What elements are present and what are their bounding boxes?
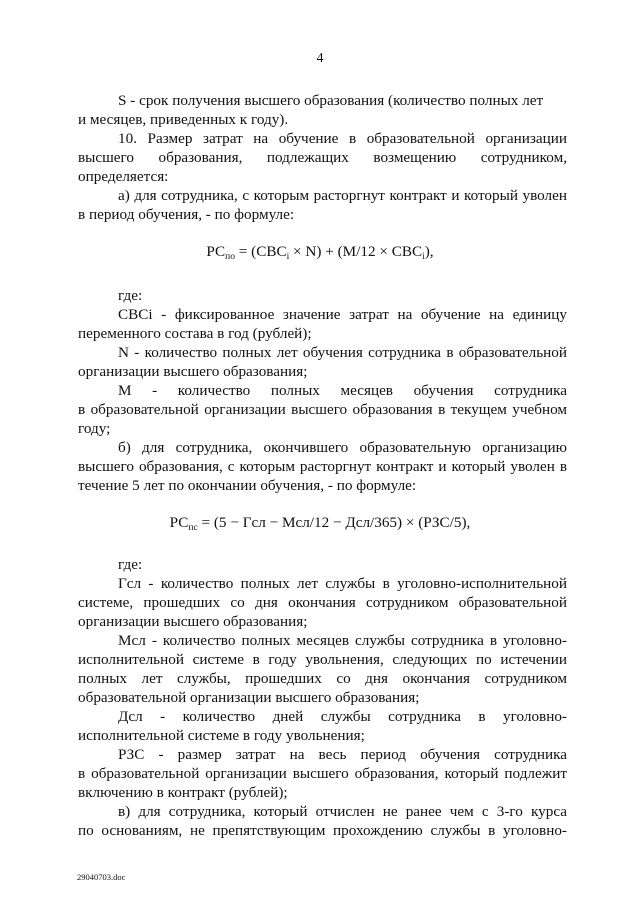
- text-line: полных лет службы, прошедших со дня окончания сотрудником: [78, 670, 567, 687]
- text-line: N - количество полных лет обучения сотрудника в образовательной: [118, 344, 567, 361]
- text-line: высшего образования, подлежащих возмещению сотрудником,: [78, 149, 567, 166]
- text-line: течение 5 лет по окончании обучения, - по формуле:: [78, 477, 417, 494]
- text-line: 10. Размер затрат на обучение в образовательной организации: [118, 130, 567, 147]
- text-line: системе, прошедших со дня окончания сотрудником образовательной: [78, 594, 567, 611]
- text-line: включению в контракт (рублей);: [78, 784, 288, 801]
- text-line: в) для сотрудника, который отчислен не ранее чем с 3-го курса: [118, 803, 567, 820]
- text-line: М - количество полных месяцев обучения сотрудника: [118, 382, 567, 399]
- text-line: РЗС - размер затрат на весь период обучения сотрудника: [118, 746, 567, 763]
- text-line: Гсл - количество полных лет службы в уголовно-исполнительной: [118, 575, 567, 592]
- text-line: СВСi - фиксированное значение затрат на обучение на единицу: [118, 306, 567, 323]
- text-line: Мсл - количество полных месяцев службы сотрудника в уголовно-: [118, 632, 567, 649]
- formula-rc-ps: $РС_{пс} = (5$ − Гсл − Мсл/12 − Дсл/365) × (РЗС/5),: [169, 514, 471, 533]
- text-line: определяется:: [78, 168, 169, 185]
- text-line: организации высшего образования;: [78, 613, 308, 630]
- text-line: в период обучения, - по формуле:: [78, 206, 295, 223]
- text-line: где:: [118, 556, 143, 573]
- text-line: а) для сотрудника, с которым расторгнут контракт и который уволен: [118, 187, 567, 204]
- text-line: в образовательной организации высшего образования, который подлежит: [78, 765, 567, 782]
- text-line: переменного состава в год (рублей);: [78, 325, 312, 342]
- text-line: и месяцев, приведенных к году).: [78, 111, 289, 128]
- text-line: исполнительной системе в году увольнения;: [78, 727, 365, 744]
- text-line: S - срок получения высшего образования (количество полных лет: [118, 92, 544, 109]
- text-line: где:: [118, 287, 143, 304]
- formula-rc-po: $РС_{по} = (СВС_i \times N) + (М/12 \times СВС_i)$,: [206, 243, 434, 262]
- text-line: образовательной организации высшего образования;: [78, 689, 420, 706]
- footer-filename: 29040703.doc: [77, 872, 126, 882]
- text-line: по основаниям, не препятствующим прохождению службы в уголовно-: [78, 822, 567, 839]
- text-line: в образовательной организации высшего образования в текущем учебном: [78, 401, 567, 418]
- text-line: Дсл - количество дней службы сотрудника в уголовно-: [118, 708, 567, 725]
- text-line: исполнительной системе в году увольнения, следующих по истечении: [78, 651, 567, 668]
- page-number: 4: [316, 51, 324, 66]
- text-line: высшего образования, с которым расторгнут контракт и который уволен в: [78, 458, 567, 475]
- text-line: организации высшего образования;: [78, 363, 308, 380]
- text-line: б) для сотрудника, окончившего образовательную организацию: [118, 439, 567, 456]
- text-line: году;: [78, 420, 111, 437]
